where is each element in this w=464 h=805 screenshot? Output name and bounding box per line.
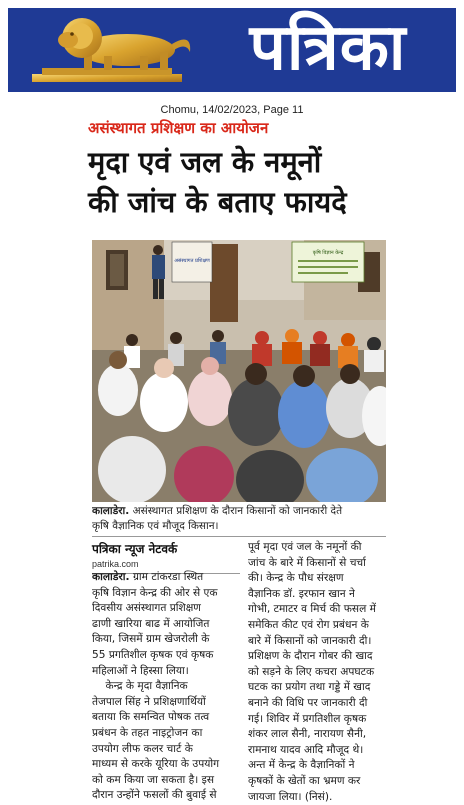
banner-text: असंस्थागत प्रशिक्षण <box>174 257 210 264</box>
body-line: दिवसीय असंस्थागत प्रशिक्षण <box>92 601 242 617</box>
byline-block <box>92 540 242 574</box>
body-line: बारे में किसानों को जानकारी दी। <box>248 634 390 650</box>
body-line: गोभी, टमाटर व मिर्च की फसल में <box>248 602 390 618</box>
body-line: को कम किया जा सकता है। इस <box>92 773 242 789</box>
body-dateline: कालाडेरा. <box>92 571 130 583</box>
caption-line: असंस्थागत प्रशिक्षण के दौरान किसानों को जानकारी देते <box>133 505 342 517</box>
body-line: जांच के बारे में किसानों से चर्चा <box>248 556 390 572</box>
caption-dateline: कालाडेरा. <box>92 505 129 517</box>
headline-line: मृदा एवं जल के नमूनों <box>88 142 388 182</box>
site-url: patrika.com <box>92 559 242 569</box>
body-line: प्रबंधन के तहत नाइट्रोजन का <box>92 726 242 742</box>
body-line: पूर्व मृदा एवं जल के नमूनों की <box>248 540 390 556</box>
body-line: जायजा लिया। (निसं). <box>248 790 390 805</box>
body-line: अन्त में केन्द्र के वैज्ञानिकों ने <box>248 758 390 774</box>
body-line: 55 प्रगतिशील कृषक एवं कृषक <box>92 648 242 664</box>
body-line: कृषि विज्ञान केन्द्र की ओर से एक <box>92 586 242 602</box>
masthead-title: पत्रिका <box>208 8 448 92</box>
article-column-1 <box>92 570 242 804</box>
body-line: ग्राम टांकरडा स्थित <box>130 571 204 583</box>
body-line: बताया कि समन्वित पोषक तत्व <box>92 710 242 726</box>
body-line: को सड़ने के लिए कचरा अपघटक <box>248 665 390 681</box>
article-kicker: असंस्थागत प्रशिक्षण का आयोजन <box>88 118 268 138</box>
body-line: की। केन्द्र के पौध संरक्षण <box>248 571 390 587</box>
body-line: ढाणी खारिया बाढ में आयोजित <box>92 617 242 633</box>
caption-line: कृषि वैज्ञानिक एवं मौजूद किसान। <box>92 519 386 534</box>
masthead <box>8 8 456 92</box>
body-line: रामनाथ यादव आदि मौजूद थे। <box>248 743 390 759</box>
divider <box>92 536 386 537</box>
headline-line: की जांच के बताए फायदे <box>88 182 388 222</box>
body-line: घटक का प्रयोग तथा गड्डे में खाद <box>248 680 390 696</box>
body-line: तेजपाल सिंह ने प्रशिक्षणार्थियों <box>92 695 242 711</box>
body-line: केन्द्र के मृदा वैज्ञानिक <box>92 679 242 695</box>
article-headline <box>88 142 388 222</box>
event-photo <box>92 240 386 502</box>
body-line: समेकित कीट एवं रोग प्रबंधन के <box>248 618 390 634</box>
body-line: वैज्ञानिक डॉ. इरफान खान ने <box>248 587 390 603</box>
article-column-2 <box>248 540 390 805</box>
body-line: उपयोग लीफ कलर चार्ट के <box>92 742 242 758</box>
body-line: बनाने की विधि पर जानकारी दी <box>248 696 390 712</box>
body-line: गई। शिविर में प्रगतिशील कृषक <box>248 712 390 728</box>
body-line: महिलाओं ने हिस्सा लिया। <box>92 664 242 680</box>
golden-lion-logo <box>22 12 212 90</box>
banner-text: कृषि विज्ञान केन्द्र <box>313 249 344 256</box>
body-line: शंकर लाल सैनी, नारायण सैनी, <box>248 727 390 743</box>
body-line: किया, जिसमें ग्राम खेजरोली के <box>92 632 242 648</box>
body-line: प्रशिक्षण के दौरान गोबर की खाद <box>248 649 390 665</box>
news-clipping <box>84 118 388 703</box>
body-line: कृषकों के खेतों का भ्रमण कर <box>248 774 390 790</box>
photo-caption <box>92 504 386 534</box>
body-line: माध्यम से करके यूरिया के उपयोग <box>92 757 242 773</box>
byline: पत्रिका न्यूज नेटवर्क <box>92 540 242 557</box>
dateline: Chomu, 14/02/2023, Page 11 <box>0 104 464 116</box>
body-line: दौरान उन्होंने फसलों की बुवाई से <box>92 788 242 804</box>
